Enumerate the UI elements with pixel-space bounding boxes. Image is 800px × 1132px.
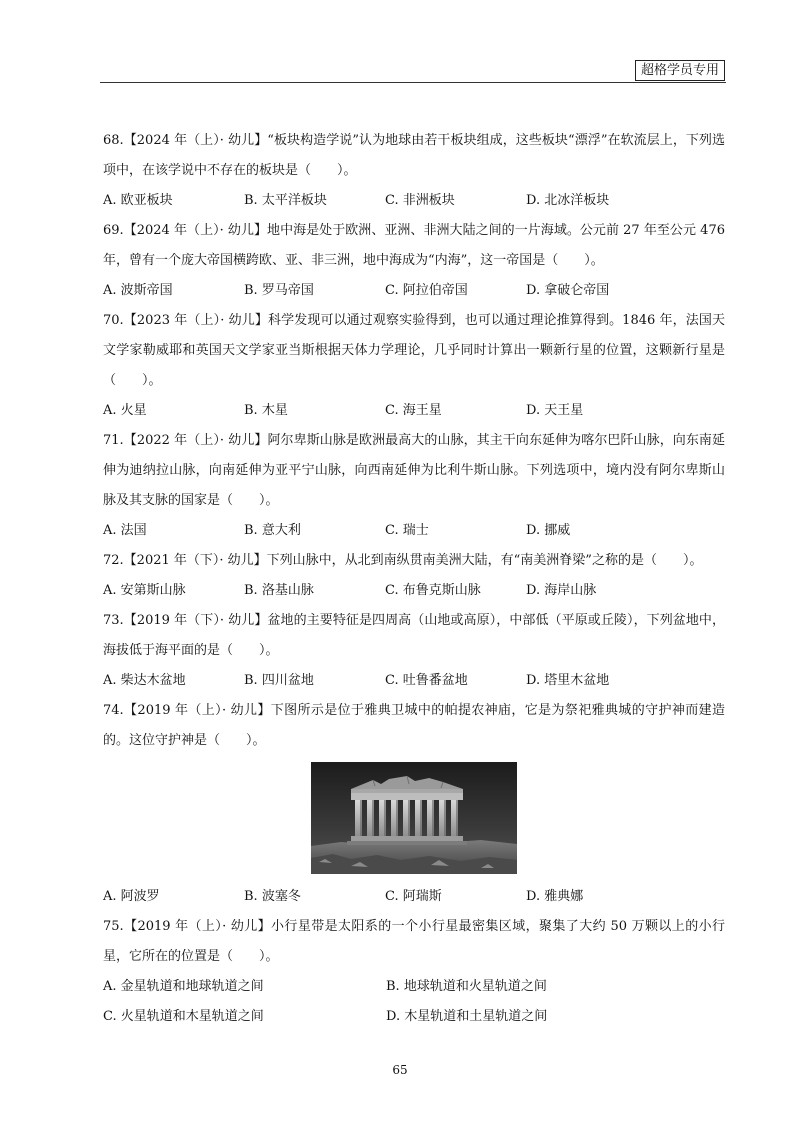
question-69 [103, 216, 725, 306]
option-c: C. 火星轨道和木星轨道之间 [103, 1009, 264, 1024]
option-c: C. 海王星 [385, 403, 442, 418]
option-a: A. 波斯帝国 [103, 283, 173, 298]
option-d: D. 北冰洋板块 [526, 193, 610, 208]
option-b: B. 罗马帝国 [244, 283, 314, 298]
figure-wrap [103, 762, 725, 874]
option-b: B. 四川盆地 [244, 673, 314, 688]
option-c: C. 阿拉伯帝国 [385, 283, 468, 298]
question-75 [103, 912, 725, 1032]
question-text: 72.【2021 年（下）· 幼儿】下列山脉中，从北到南纵贯南美洲大陆，有“南美洲脊梁”之称的是（ ）。 [103, 553, 703, 568]
option-b: B. 木星 [244, 403, 288, 418]
option-c: C. 非洲板块 [385, 193, 455, 208]
option-a: A. 阿波罗 [103, 889, 160, 904]
option-row [103, 516, 725, 546]
option-a: A. 安第斯山脉 [103, 583, 186, 598]
option-row [103, 666, 725, 696]
header-rule [100, 82, 726, 83]
question-text: 70.【2023 年（上）· 幼儿】科学发现可以通过观察实验得到，也可以通过理论推算得到。1846 年，法国天文学家勒威耶和英国天文学家亚当斯根据天体力学理论，几乎同时计算出一颗新行星的位置，这颗新行星是（ ）。 [103, 313, 725, 388]
option-row [103, 1002, 725, 1032]
question-text: 68.【2024 年（上）· 幼儿】“板块构造学说”认为地球由若干板块组成，这些板块“漂浮”在软流层上，下列选项中，在该学说中不存在的板块是（ ）。 [103, 133, 725, 178]
option-row [103, 882, 725, 912]
question-73 [103, 606, 725, 696]
option-row [103, 972, 725, 1002]
option-d: D. 拿破仑帝国 [526, 283, 610, 298]
option-c: C. 吐鲁番盆地 [385, 673, 468, 688]
question-text: 74.【2019 年（上）· 幼儿】下图所示是位于雅典卫城中的帕提农神庙，它是为祭祀雅典城的守护神而建造的。这位守护神是（ ）。 [103, 703, 725, 748]
option-a: A. 火星 [103, 403, 147, 418]
question-text: 71.【2022 年（上）· 幼儿】阿尔卑斯山脉是欧洲最高大的山脉，其主干向东延伸为喀尔巴阡山脉，向东南延伸为迪纳拉山脉，向南延伸为亚平宁山脉，向西南延伸为比利牛斯山脉。下列选项中，境内没有阿尔卑斯山脉及其支脉的国家是（ ）。 [103, 433, 725, 508]
option-d: D. 塔里木盆地 [526, 673, 610, 688]
option-row [103, 576, 725, 606]
option-d: D. 海岸山脉 [526, 583, 597, 598]
option-d: D. 木星轨道和土星轨道之间 [386, 1009, 548, 1024]
question-text: 73.【2019 年（下）· 幼儿】盆地的主要特征是四周高（山地或高原），中部低（平原或丘陵），下列盆地中，海拔低于海平面的是（ ）。 [103, 613, 725, 658]
option-b: B. 波塞冬 [244, 889, 301, 904]
option-row [103, 396, 725, 426]
option-a: A. 柴达木盆地 [103, 673, 186, 688]
option-b: B. 地球轨道和火星轨道之间 [386, 979, 547, 994]
question-72 [103, 546, 725, 606]
option-d: D. 雅典娜 [526, 889, 584, 904]
option-c: C. 瑞士 [385, 523, 429, 538]
option-a: A. 欧亚板块 [103, 193, 173, 208]
option-d: D. 挪威 [526, 523, 571, 538]
option-a: A. 法国 [103, 523, 147, 538]
option-b: B. 太平洋板块 [244, 193, 327, 208]
header-badge: 超格学员专用 [635, 60, 725, 81]
option-b: B. 意大利 [244, 523, 301, 538]
option-row [103, 276, 725, 306]
parthenon-image [311, 762, 517, 874]
option-row [103, 186, 725, 216]
page-number: 65 [392, 1063, 408, 1077]
option-c: C. 阿瑞斯 [385, 889, 442, 904]
question-text: 75.【2019 年（上）· 幼儿】小行星带是太阳系的一个小行星最密集区域，聚集了大约 50 万颗以上的小行星，它所在的位置是（ ）。 [103, 919, 725, 964]
question-text: 69.【2024 年（上）· 幼儿】地中海是处于欧洲、亚洲、非洲大陆之间的一片海域。公元前 27 年至公元 476 年，曾有一个庞大帝国横跨欧、亚、非三洲，地中海成为“内海”，这一帝国是（ ）。 [103, 223, 725, 268]
question-68 [103, 126, 725, 216]
question-70 [103, 306, 725, 426]
option-c: C. 布鲁克斯山脉 [385, 583, 481, 598]
question-list [103, 126, 725, 1032]
question-71 [103, 426, 725, 546]
option-d: D. 天王星 [526, 403, 584, 418]
option-b: B. 洛基山脉 [244, 583, 314, 598]
option-a: A. 金星轨道和地球轨道之间 [103, 979, 264, 994]
question-74 [103, 696, 725, 912]
